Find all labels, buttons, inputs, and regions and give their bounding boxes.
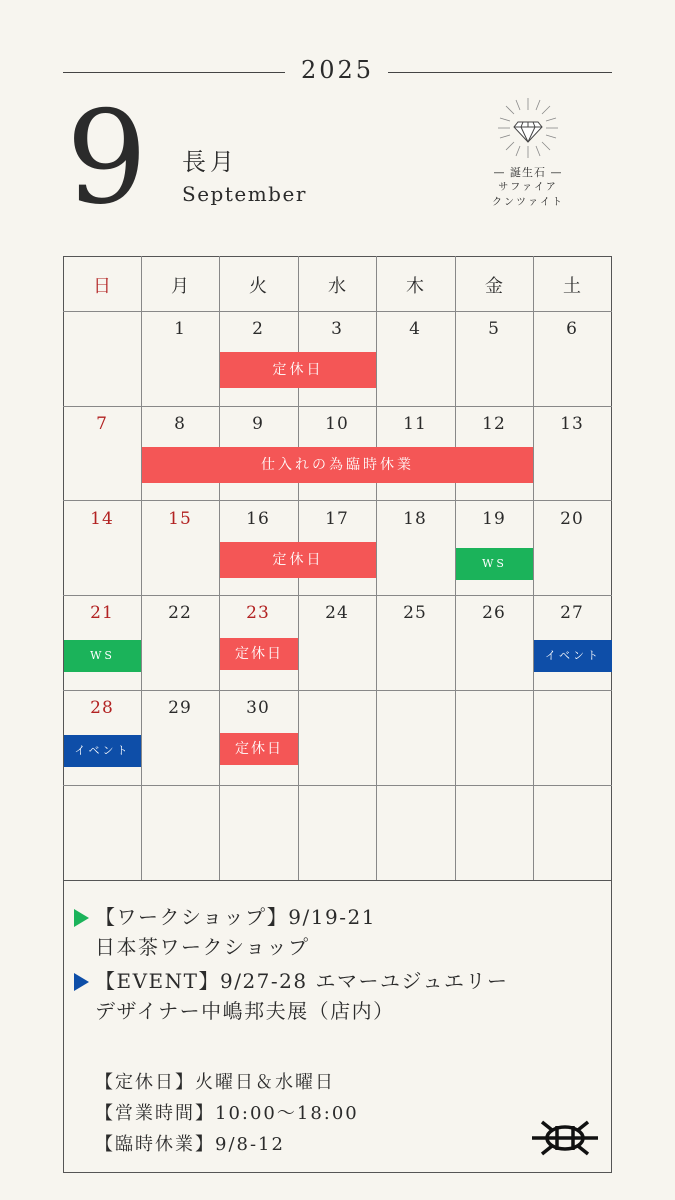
day-number: 17 xyxy=(325,509,349,529)
workshop-bar: WS xyxy=(64,640,141,672)
closed-day-bar: 定休日 xyxy=(220,542,376,578)
birthstone-title: — 誕生石 — xyxy=(493,166,563,179)
grid-line xyxy=(63,500,612,501)
grid-line xyxy=(63,880,612,881)
closed-day-bar: 定休日 xyxy=(220,352,376,388)
triangle-bullet-icon xyxy=(74,909,89,927)
business-hours-text: 【営業時間】10:00〜18:00 xyxy=(95,1103,359,1124)
birthstone-block xyxy=(478,96,578,210)
event-bar: イベント xyxy=(534,640,612,672)
workshop-note-desc: 日本茶ワークショップ xyxy=(95,935,310,959)
month-japanese-name: 長月 xyxy=(182,148,238,176)
day-number: 9 xyxy=(252,414,264,434)
grid-line xyxy=(533,256,534,880)
weekday-friday: 金 xyxy=(485,276,503,297)
birthstone-name: クンツァイト xyxy=(492,197,564,208)
grid-line xyxy=(63,690,612,691)
day-number: 2 xyxy=(252,319,264,339)
day-number: 13 xyxy=(560,414,584,434)
event-note-title: 【EVENT】9/27-28 エマーユジュエリー xyxy=(95,969,509,993)
weekday-saturday: 土 xyxy=(563,276,581,297)
workshop-bar: WS xyxy=(456,548,533,580)
day-number: 25 xyxy=(403,603,427,623)
day-number: 7 xyxy=(96,414,108,434)
day-number: 4 xyxy=(409,319,421,339)
day-number: 3 xyxy=(331,319,343,339)
day-number: 16 xyxy=(246,509,270,529)
shop-logo-icon xyxy=(530,1116,600,1160)
year-label: 2025 xyxy=(300,56,375,84)
event-note xyxy=(74,966,509,1026)
weekday-sunday: 日 xyxy=(93,276,111,297)
day-number: 28 xyxy=(90,698,114,718)
closed-day-bar: 定休日 xyxy=(220,733,298,765)
grid-line xyxy=(141,256,142,880)
day-number: 14 xyxy=(90,509,114,529)
day-number: 27 xyxy=(560,603,584,623)
closed-day-bar: 定休日 xyxy=(220,638,298,670)
day-number: 6 xyxy=(566,319,578,339)
grid-line xyxy=(63,785,612,786)
day-number: 22 xyxy=(168,603,192,623)
day-number: 23 xyxy=(246,603,270,623)
triangle-bullet-icon xyxy=(74,973,89,991)
day-number: 12 xyxy=(482,414,506,434)
store-info xyxy=(95,1067,359,1160)
grid-line xyxy=(63,311,612,312)
grid-line xyxy=(376,256,377,880)
day-number: 21 xyxy=(90,603,114,623)
grid-line xyxy=(63,595,612,596)
birthstone-name: サファイア xyxy=(498,182,558,193)
day-number: 29 xyxy=(168,698,192,718)
day-number: 18 xyxy=(403,509,427,529)
weekday-thursday: 木 xyxy=(406,276,424,297)
day-number: 19 xyxy=(482,509,506,529)
day-number: 11 xyxy=(403,414,427,434)
weekday-wednesday: 水 xyxy=(328,276,346,297)
month-english-name: September xyxy=(182,182,307,206)
day-number: 26 xyxy=(482,603,506,623)
day-number: 1 xyxy=(174,319,186,339)
day-number: 10 xyxy=(325,414,349,434)
day-number: 5 xyxy=(488,319,500,339)
temporary-closure-bar: 仕入れの為臨時休業 xyxy=(142,447,533,483)
month-number: 9 xyxy=(66,84,148,233)
day-number: 20 xyxy=(560,509,584,529)
event-bar: イベント xyxy=(64,735,141,767)
temporary-closure-text: 【臨時休業】9/8-12 xyxy=(95,1134,285,1155)
weekday-tuesday: 火 xyxy=(249,276,267,297)
event-note-desc: デザイナー中嶋邦夫展（店内） xyxy=(95,999,395,1023)
day-number: 8 xyxy=(174,414,186,434)
weekday-monday: 月 xyxy=(171,276,189,297)
regular-holiday-text: 【定休日】火曜日＆水曜日 xyxy=(95,1072,335,1093)
day-number: 30 xyxy=(246,698,270,718)
workshop-note-title: 【ワークショップ】9/19-21 xyxy=(95,905,376,929)
grid-line xyxy=(63,406,612,407)
workshop-note xyxy=(74,902,376,962)
diamond-icon xyxy=(496,96,560,160)
day-number: 24 xyxy=(325,603,349,623)
day-number: 15 xyxy=(168,509,192,529)
